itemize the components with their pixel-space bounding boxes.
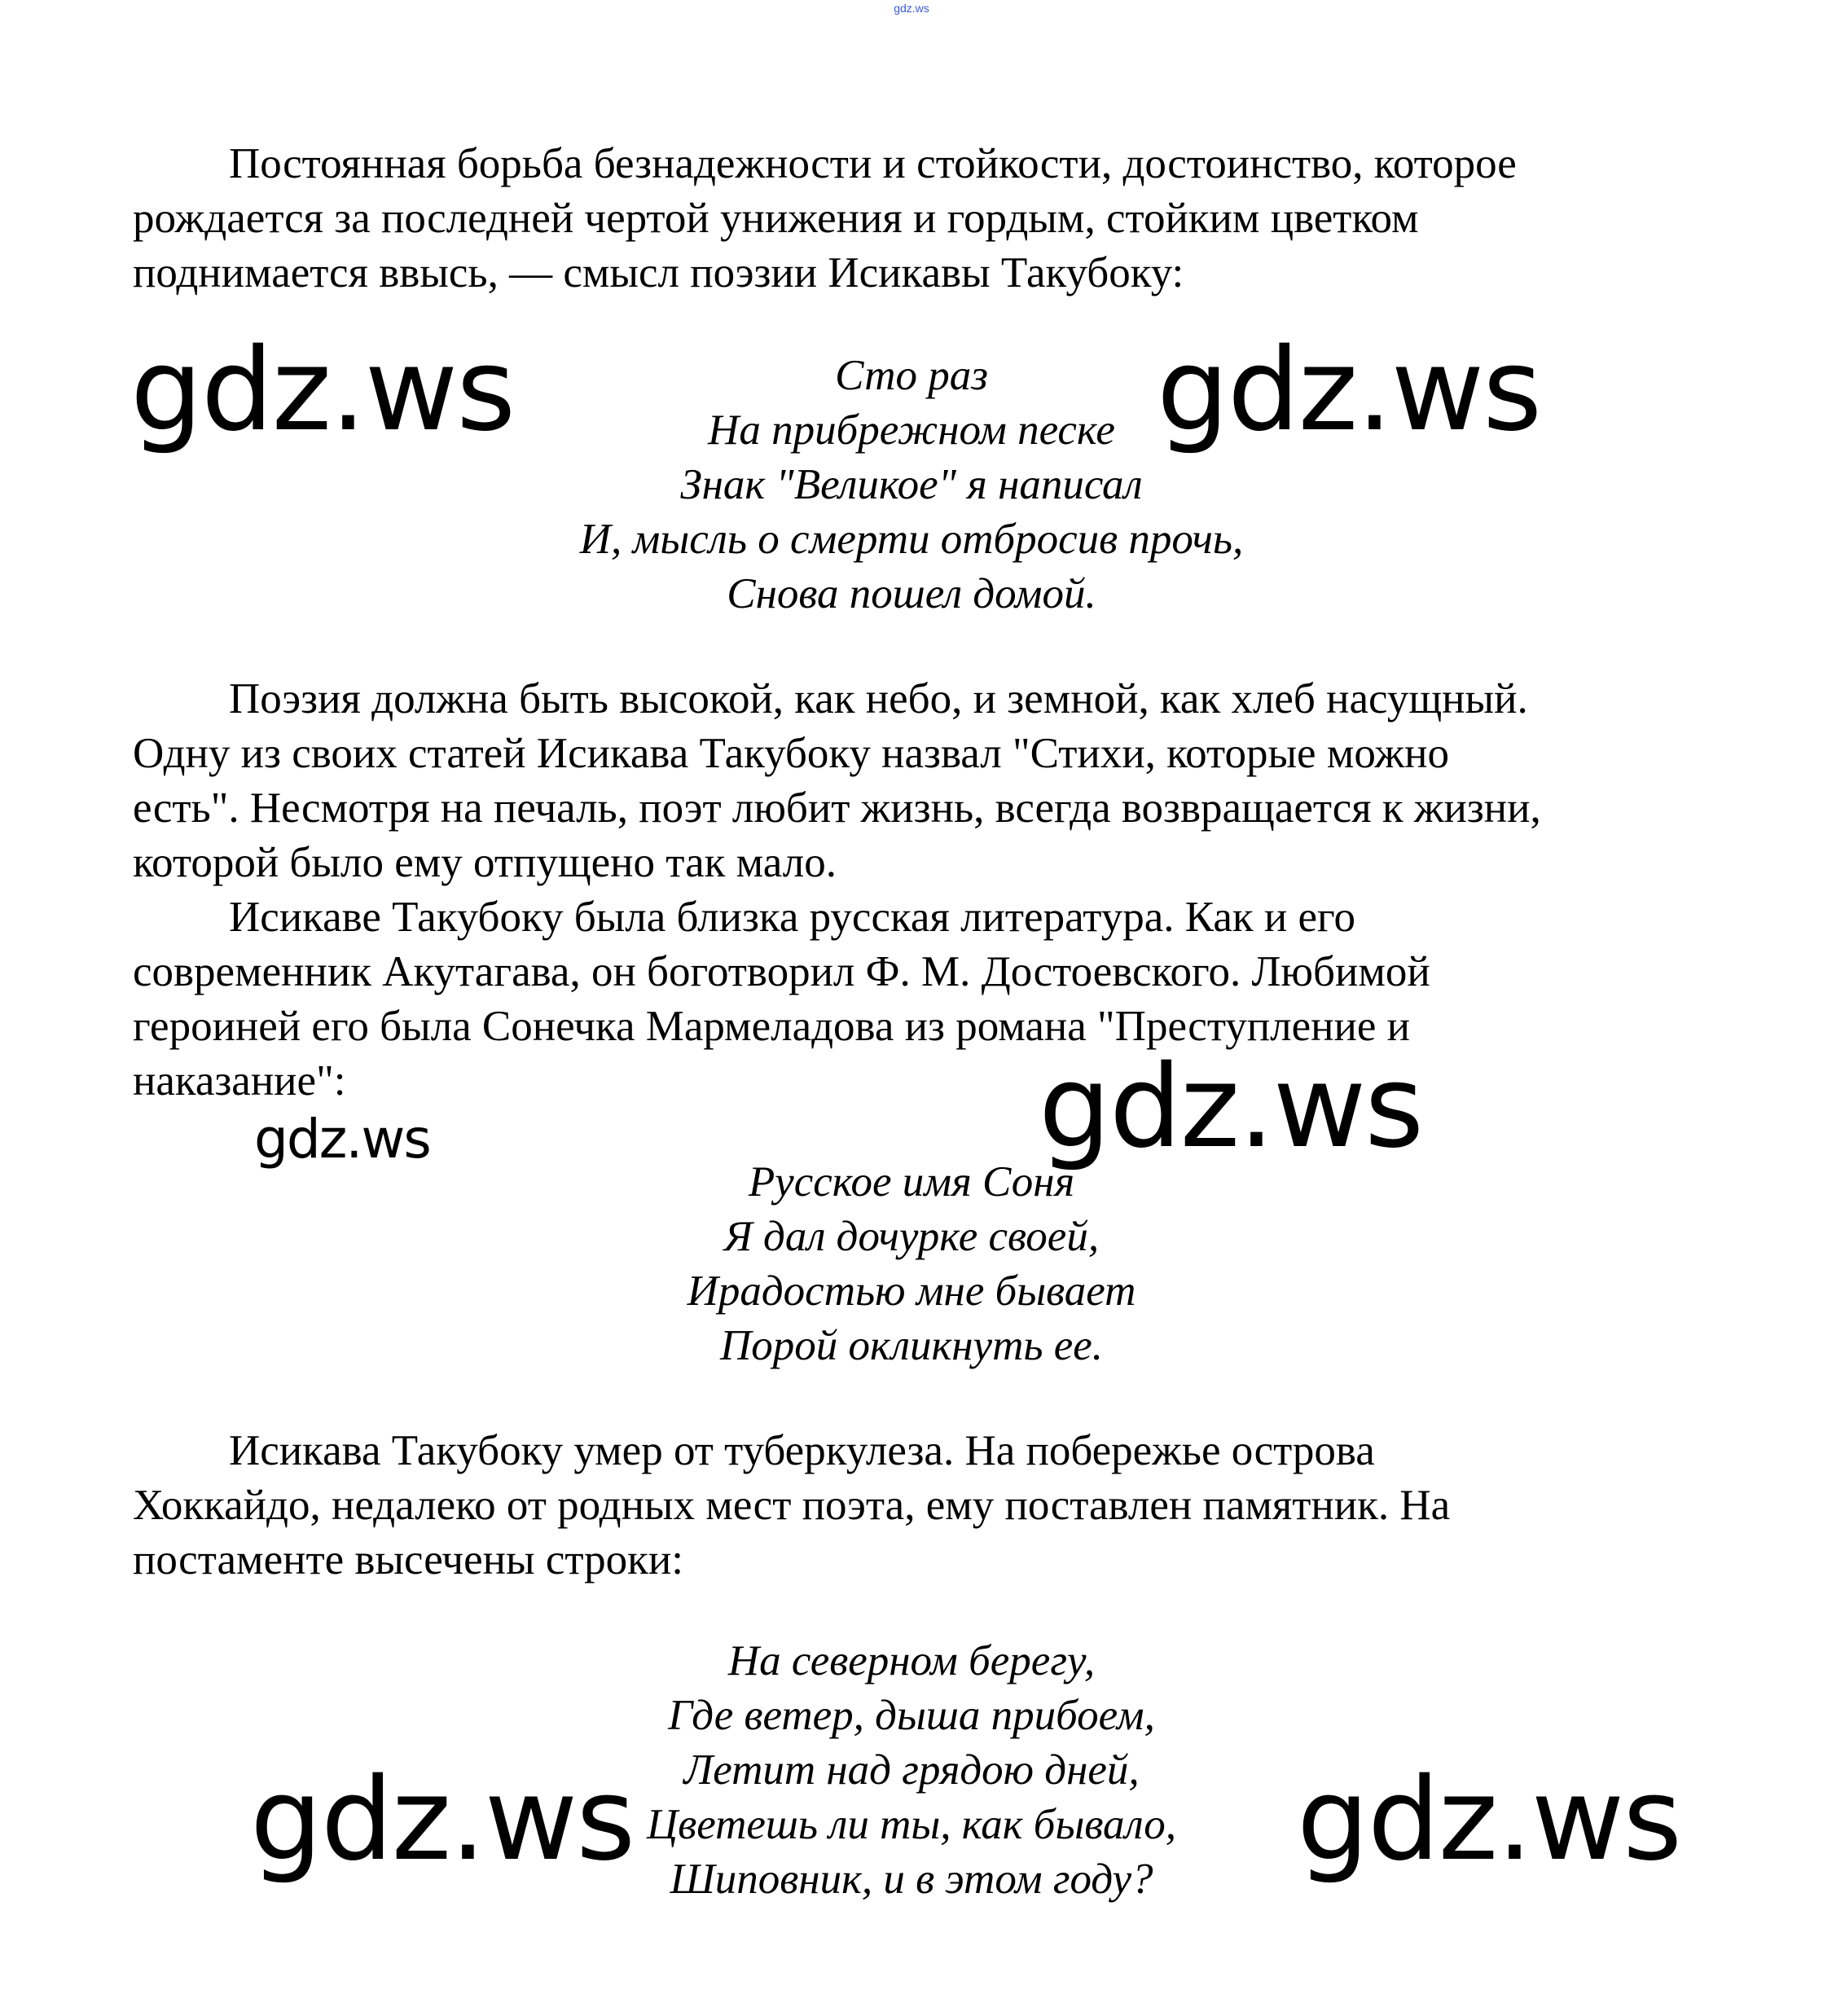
header-watermark: gdz.ws xyxy=(894,2,929,15)
poem-line: Я дал дочурке своей, xyxy=(723,1213,1100,1260)
paragraph-line: героиней его была Сонечка Мармеладова из романа "Преступление и xyxy=(133,1003,1410,1050)
paragraph-line: Исикава Такубоку умер от туберкулеза. На побережье острова xyxy=(229,1427,1375,1474)
poem-line: Порой окликнуть ее. xyxy=(719,1322,1104,1369)
paragraph-line: которой было ему отпущено так мало. xyxy=(133,839,837,886)
paragraph-line: Поэзия должна быть высокой, как небо, и земной, как хлеб насущный. xyxy=(229,675,1528,723)
paragraph-line: наказание": xyxy=(133,1057,346,1105)
watermark: gdz.ws xyxy=(250,1754,635,1886)
paragraph-line: Одну из своих статей Исикава Такубоку назвал "Стихи, которые можно xyxy=(133,730,1450,777)
paragraph-3 xyxy=(133,890,1705,1109)
paragraph-2 xyxy=(133,672,1705,890)
poem-2 xyxy=(0,1155,1823,1373)
poem-line: На прибрежном песке xyxy=(708,406,1115,454)
paragraph-line: есть". Несмотря на печаль, поэт любит жизнь, всегда возвращается к жизни, xyxy=(133,784,1541,832)
watermark: gdz.ws xyxy=(1039,1041,1423,1174)
paragraph-line: Хоккайдо, недалеко от родных мест поэта, ему поставлен памятник. На xyxy=(133,1482,1451,1529)
poem-line: И, мысль о смерти отбросив прочь, xyxy=(579,516,1244,563)
poem-line: Знак "Великое" я написал xyxy=(680,461,1143,508)
paragraph-line: поднимается ввысь, — смысл поэзии Исикавы Такубоку: xyxy=(133,249,1184,296)
paragraph-line: современник Акутагава, он боготворил Ф. М. Достоевского. Любимой xyxy=(133,948,1430,995)
poem-line: Где ветер, дыша прибоем, xyxy=(668,1692,1155,1739)
paragraph-line: постаменте высечены строки: xyxy=(133,1536,683,1583)
watermark: gdz.ws xyxy=(254,1108,430,1171)
poem-line: Цветешь ли ты, как бывало, xyxy=(646,1801,1177,1848)
watermark: gdz.ws xyxy=(1157,324,1541,457)
paragraph-line: Исикаве Такубоку была близка русская литература. Как и его xyxy=(229,894,1355,941)
poem-line: Летит над грядою дней, xyxy=(683,1746,1140,1794)
poem-line: Русское имя Соня xyxy=(748,1158,1075,1206)
poem-line: Шиповник, и в этом году? xyxy=(670,1856,1153,1903)
watermark: gdz.ws xyxy=(1297,1754,1681,1886)
paragraph-line: рождается за последней чертой унижения и гордым, стойким цветком xyxy=(133,195,1419,242)
poem-line: Сто раз xyxy=(835,352,988,399)
paragraph-line: Постоянная борьба безнадежности и стойкости, достоинство, которое xyxy=(229,140,1517,187)
poem-line: На северном берегу, xyxy=(727,1637,1096,1684)
watermark: gdz.ws xyxy=(130,324,515,457)
paragraph-1 xyxy=(133,137,1705,301)
paragraph-4 xyxy=(133,1424,1705,1588)
poem-line: Ирадостью мне бывает xyxy=(687,1267,1136,1315)
poem-line: Снова пошел домой. xyxy=(727,570,1096,617)
